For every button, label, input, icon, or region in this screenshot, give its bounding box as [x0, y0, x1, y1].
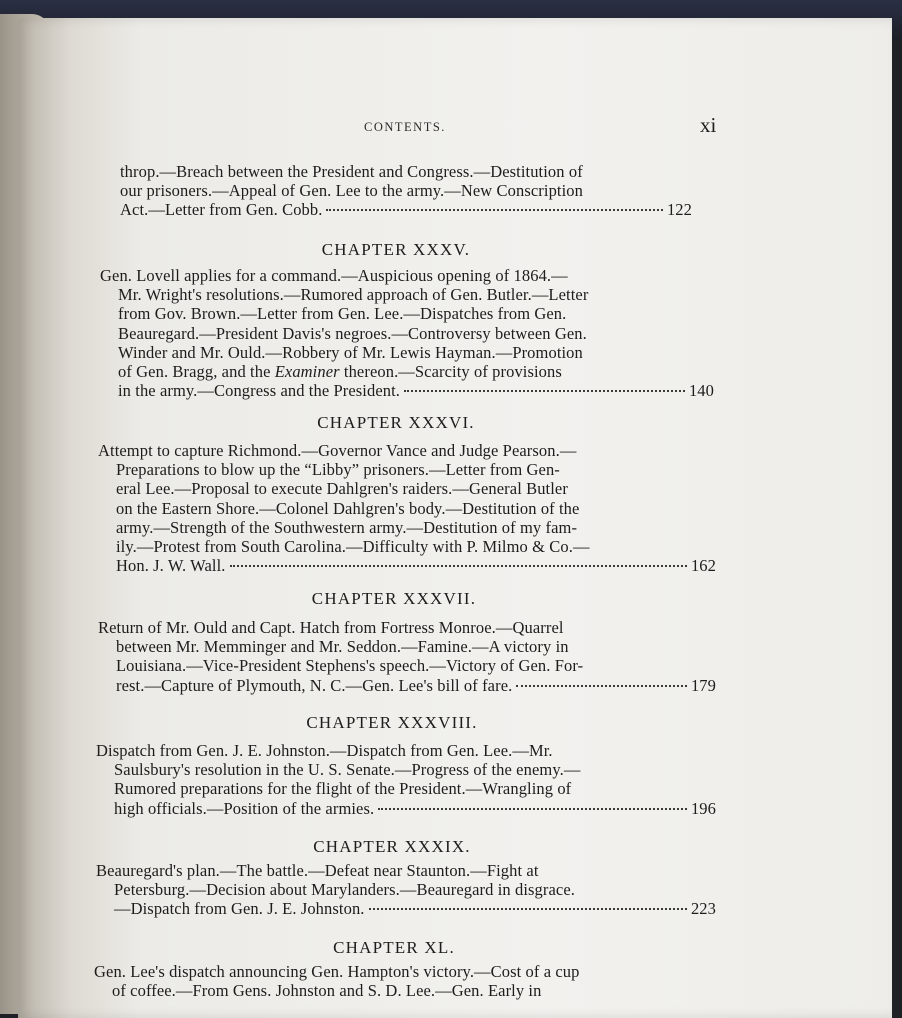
entry-line: Gen. Lovell applies for a command.—Auspicious opening of 1864.— [100, 266, 568, 285]
toc-entry-continued [120, 162, 692, 220]
entry-line: Saulsbury's resolution in the U. S. Senate.—Progress of the enemy.— [114, 760, 581, 780]
entry-page-number: 179 [690, 675, 716, 695]
entry-line: in the army.—Congress and the President. [118, 381, 401, 401]
newspaper-title: Examiner [274, 362, 340, 382]
toc-entry [98, 618, 716, 695]
entry-line: —Dispatch from Gen. J. E. Johnston. [114, 899, 365, 919]
toc-entry [96, 861, 716, 919]
chapter-title: CHAPTER XXXVII. [311, 589, 477, 608]
entry-line: from Gov. Brown.—Letter from Gen. Lee.—Dispatches from Gen. [118, 304, 567, 324]
entry-line: ily.—Protest from South Carolina.—Difficulty with P. Milmo & Co.— [116, 537, 590, 557]
entry-line: rest.—Capture of Plymouth, N. C.—Gen. Lee's bill of fare. [116, 675, 513, 695]
entry-page-number: 196 [690, 798, 716, 818]
entry-line: throp.—Breach between the President and Congress.—Destitution of [120, 162, 583, 181]
entry-line: Winder and Mr. Ould.—Robbery of Mr. Lewis Hayman.—Promotion [118, 342, 583, 362]
entry-last-line [100, 381, 714, 400]
toc-entry [100, 266, 714, 400]
chapter-title: CHAPTER XL. [333, 938, 455, 957]
entry-line: Act.—Letter from Gen. Cobb. [120, 200, 323, 220]
entry-page-number: 140 [688, 381, 714, 401]
dot-leader [369, 908, 687, 910]
entry-line: Gen. Lee's dispatch announcing Gen. Hampton's victory.—Cost of a cup [94, 962, 580, 981]
entry-line: of coffee.—From Gens. Johnston and S. D. Lee.—Gen. Early in [112, 981, 542, 1001]
chapter-title: CHAPTER XXXV. [321, 240, 471, 259]
entry-page-number: 122 [666, 200, 692, 220]
dot-leader [404, 390, 685, 392]
running-header: CONTENTS. [364, 120, 446, 134]
entry-line: Mr. Wright's resolutions.—Rumored approach of Gen. Butler.—Letter [118, 285, 589, 305]
entry-page-number: 162 [690, 556, 716, 576]
toc-entry [98, 441, 716, 575]
entry-line: on the Eastern Shore.—Colonel Dahlgren's body.—Destitution of the [116, 498, 580, 518]
entry-line: our prisoners.—Appeal of Gen. Lee to the army.—New Conscription [120, 181, 583, 201]
entry-line: Beauregard.—President Davis's negroes.—Controversy between Gen. [118, 323, 587, 343]
entry-page-number: 223 [690, 899, 716, 919]
entry-line: high officials.—Position of the armies. [114, 798, 375, 818]
entry-line: Petersburg.—Decision about Marylanders.—Beauregard in disgrace. [114, 880, 575, 900]
entry-line: Dispatch from Gen. J. E. Johnston.—Dispatch from Gen. Lee.—Mr. [96, 741, 553, 760]
entry-line: Preparations to blow up the “Libby” prisoners.—Letter from Gen- [116, 460, 560, 480]
entry-last-line [96, 799, 716, 818]
dot-leader [378, 808, 687, 810]
entry-line: Attempt to capture Richmond.—Governor Vance and Judge Pearson.— [98, 441, 577, 460]
entry-line: of Gen. Bragg, and the Examiner thereon.—Scarcity of provisions [118, 362, 562, 382]
toc-entry [94, 962, 718, 1000]
page-number: xi [700, 113, 717, 137]
entry-line: Beauregard's plan.—The battle.—Defeat near Staunton.—Fight at [96, 861, 539, 880]
dot-leader [230, 565, 687, 567]
dot-leader [326, 209, 662, 211]
chapter-title: CHAPTER XXXVI. [317, 413, 475, 432]
entry-line: Hon. J. W. Wall. [116, 556, 226, 576]
dot-leader [516, 685, 687, 687]
entry-line: Rumored preparations for the flight of the President.—Wrangling of [114, 779, 572, 799]
chapter-title: CHAPTER XXXIX. [313, 837, 471, 856]
chapter-title: CHAPTER XXXVIII. [306, 713, 478, 732]
entry-last-line [98, 676, 716, 695]
entry-line: army.—Strength of the Southwestern army.—Destitution of my fam- [116, 517, 578, 537]
toc-entry [96, 741, 716, 818]
entry-last-line [96, 899, 716, 918]
entry-last-line [120, 200, 692, 219]
entry-line: eral Lee.—Proposal to execute Dahlgren's raiders.—General Butler [116, 479, 568, 499]
entry-line: Louisiana.—Vice-President Stephens's speech.—Victory of Gen. For- [116, 656, 584, 676]
entry-line: Return of Mr. Ould and Capt. Hatch from Fortress Monroe.—Quarrel [98, 618, 564, 637]
entry-line: between Mr. Memminger and Mr. Seddon.—Famine.—A victory in [116, 637, 569, 657]
entry-last-line [98, 556, 716, 575]
